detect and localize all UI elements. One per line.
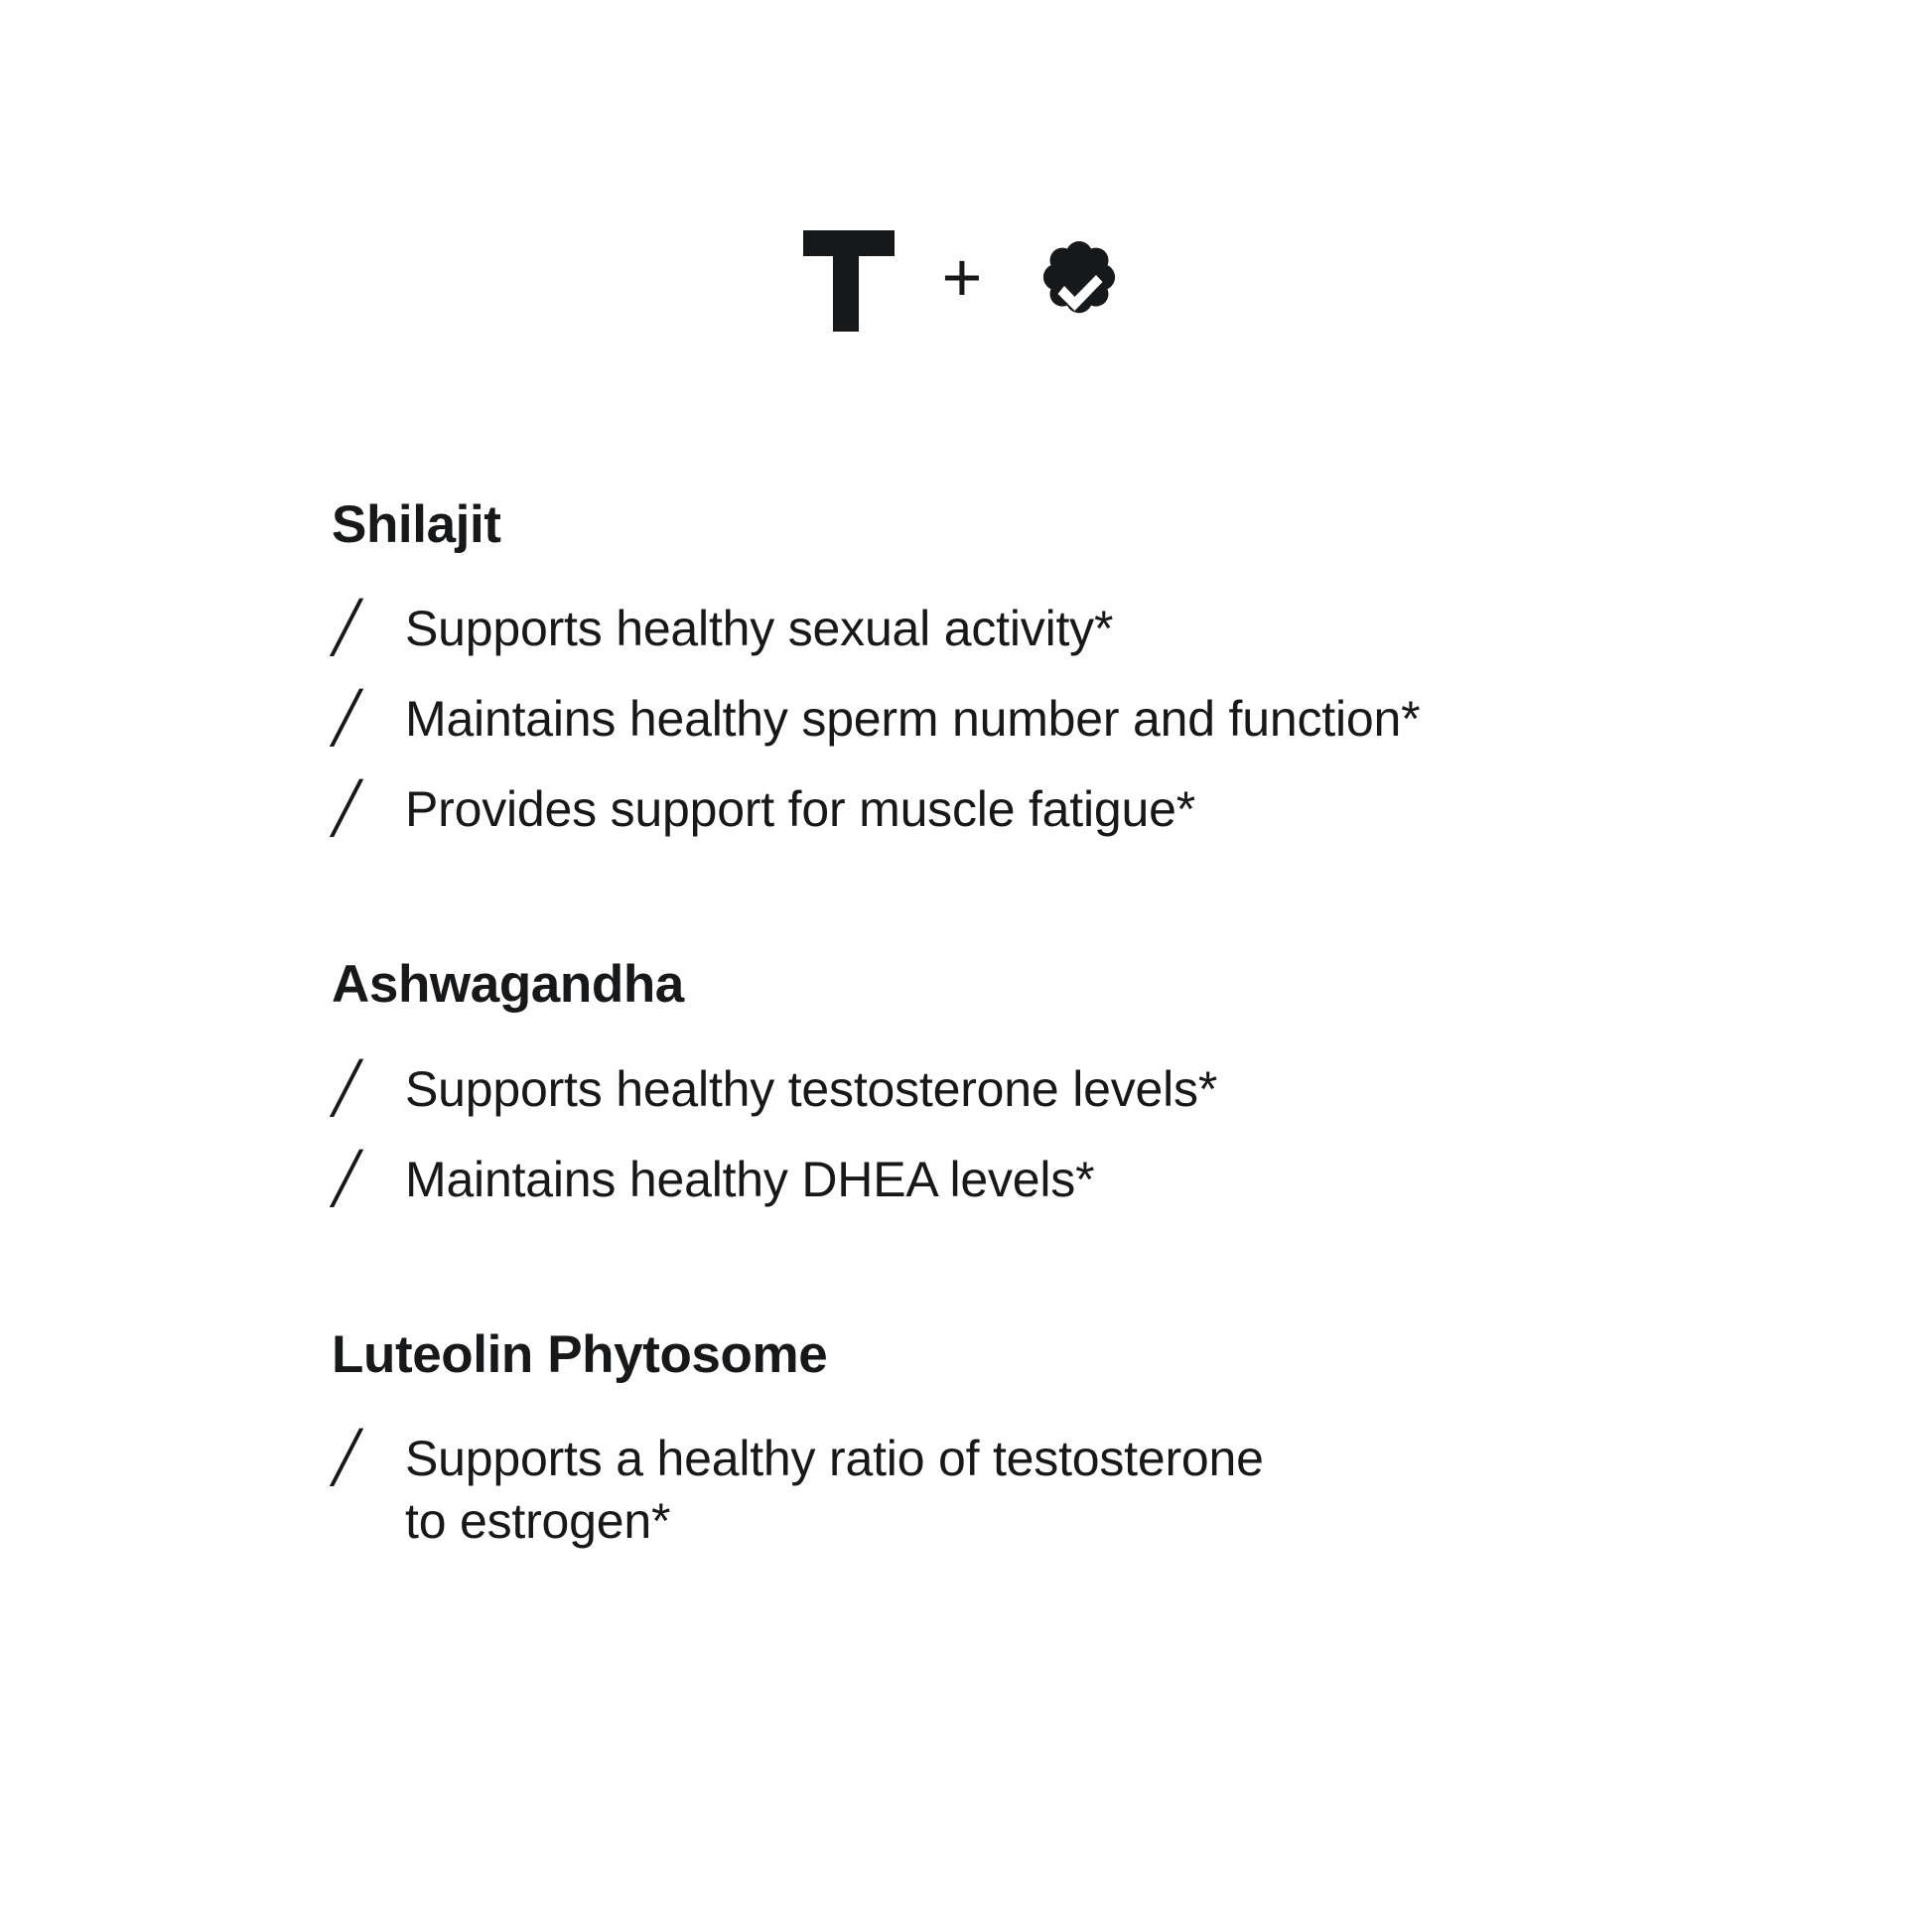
ingredient-section-ashwagandha (332, 956, 1642, 1210)
benefit-item (332, 778, 1642, 841)
ingredient-section-shilajit (332, 496, 1642, 841)
letter-t-logo-icon (801, 226, 897, 336)
brand-logo-row (0, 226, 1932, 336)
slash-bullet-icon: ╱ (332, 1429, 362, 1485)
ingredient-title: Luteolin Phytosome (332, 1324, 828, 1384)
benefit-text: Supports healthy testosterone levels* (405, 1060, 1218, 1117)
benefit-item (332, 598, 1642, 660)
ingredient-section-luteolin-phytosome (332, 1326, 1642, 1553)
slash-bullet-icon: ╱ (332, 690, 362, 747)
benefit-text: Provides support for muscle fatigue* (405, 781, 1195, 838)
verified-check-badge-icon (1028, 229, 1131, 333)
benefit-item (332, 1428, 1642, 1553)
ingredient-title: Shilajit (332, 495, 501, 554)
benefit-item (332, 1149, 1642, 1211)
slash-bullet-icon: ╱ (332, 1150, 362, 1206)
benefit-text: Maintains healthy DHEA levels* (405, 1151, 1095, 1207)
ingredient-title: Ashwagandha (332, 955, 684, 1015)
benefit-text: Maintains healthy sperm number and function* (405, 691, 1421, 748)
slash-bullet-icon: ╱ (332, 780, 362, 837)
slash-bullet-icon: ╱ (332, 600, 362, 656)
benefit-item (332, 688, 1642, 751)
plus-symbol: + (941, 238, 983, 316)
benefit-text: Supports healthy sexual activity* (405, 601, 1114, 657)
benefit-text: Supports a healthy ratio of testosterone to estrogen* (405, 1430, 1264, 1549)
ingredient-benefits-list (332, 496, 1642, 1553)
slash-bullet-icon: ╱ (332, 1059, 362, 1116)
benefit-item (332, 1058, 1642, 1121)
